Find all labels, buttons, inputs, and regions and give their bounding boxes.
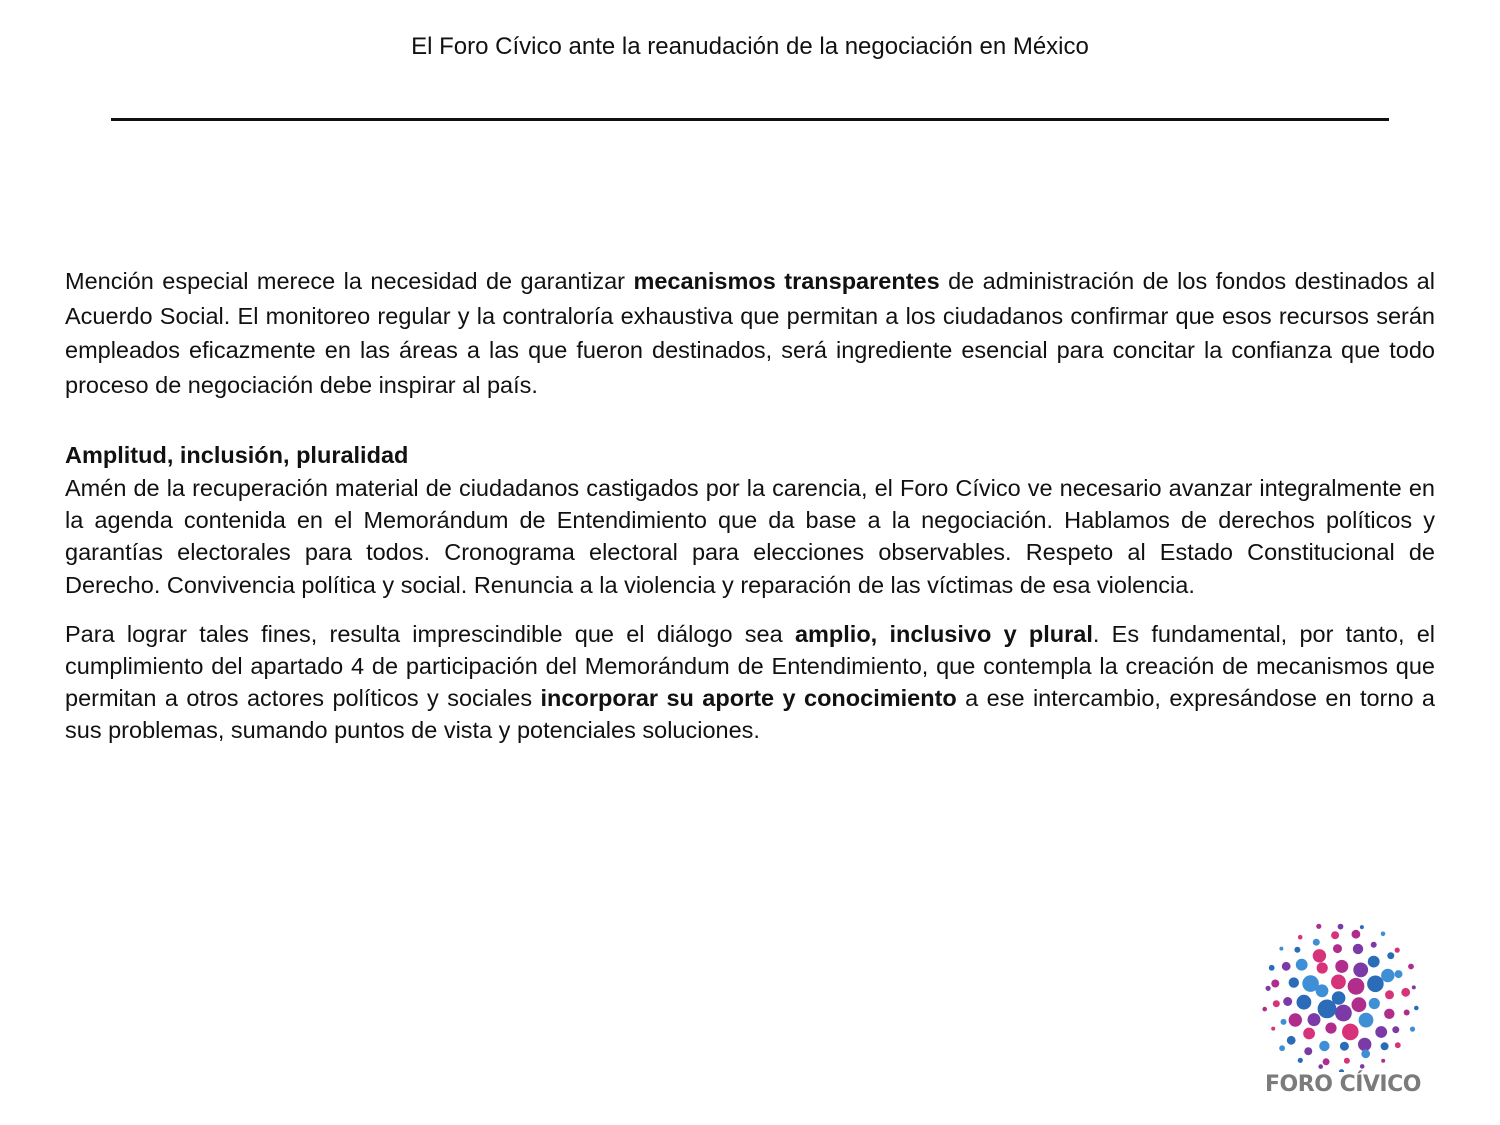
logo-dot [1313,939,1320,946]
logo-dot [1352,930,1361,939]
logo-dot [1414,1006,1419,1011]
logo-dot [1296,959,1308,971]
logo-dot [1381,1059,1385,1063]
dot-cluster-logo-icon [1258,922,1428,1072]
logo-dot [1273,1000,1280,1007]
logo-dot [1308,1013,1321,1026]
logo-dot [1401,988,1410,997]
paragraph-dialogue [65,618,1435,747]
paragraph-agenda: Amén de la recuperación material de ciudadanos castigados por la carencia, el Foro Cívico ve necesario avanzar integralmente en la agenda contenida en el Memorándum de Entendimiento que da base a la negociación. Hablamos de derechos políticos y garantías electorales para todos. Cronograma electoral para elecciones observables. Respeto al Estado Constitucional de Derecho. Convivencia política y social. Renuncia a la violencia y reparación de las víctimas de esa violencia. [65,475,1435,598]
logo-dot [1395,970,1403,978]
logo-dot [1353,963,1368,978]
logo-dot [1262,1007,1267,1012]
paragraph-text: . Es fundamental, por tanto, el cumplimiento del apartado 4 de participación del Memorándum de Entendimiento, que contempla la creación de mecanismos que permitan a otros actores políticos y sociales [65,620,1436,712]
paragraph-text: de administración de los fondos destinados al Acuerdo Social. El monitoreo regular y la contraloría exhaustiva que permitan a los ciudadanos confirmar que esos recursos serán empleados eficazmente en las áreas a las que fueron destinados, será ingrediente esencial para concitar la confianza que todo proceso de negociación debe inspirar al país. [65,268,1435,398]
logo-dot [1318,1064,1323,1069]
logo-dot [1360,1064,1365,1069]
logo-dot [1395,948,1400,953]
logo-dot [1325,1023,1336,1034]
logo-dot [1316,924,1321,929]
logo-dot [1287,1036,1296,1045]
logo-dot [1294,947,1300,953]
logo-dot [1348,978,1365,995]
paragraph-text: a ese intercambio, expresándose en torno a sus problemas, sumando puntos de vista y potenciales soluciones. [65,685,1435,744]
logo-dot [1360,925,1364,929]
logo-dot [1408,964,1414,970]
logo-dot [1331,931,1339,939]
logo-dot [1298,935,1303,940]
logo-dot [1338,924,1344,930]
logo-dot [1269,965,1275,971]
logo-dot [1279,1045,1285,1051]
logo-dot [1333,944,1342,953]
bold-phrase: incorporar su aporte y conocimiento [540,685,957,712]
logo-dot [1298,1058,1303,1063]
logo-dot [1283,997,1292,1006]
logo-dot [1331,975,1346,990]
logo-dot [1395,1042,1401,1048]
logo-dot [1271,980,1279,988]
bold-phrase: amplio, inclusivo y plural [794,620,1093,647]
logo-dot [1384,1009,1394,1019]
paragraph-transparency [65,264,1435,402]
logo-dot [1375,1026,1387,1038]
logo-dot [1412,985,1416,989]
logo-dot [1335,960,1348,973]
logo-dot [1367,976,1384,993]
logo-dot [1381,932,1386,937]
logo-dot [1313,949,1326,962]
logo-dot [1385,990,1394,999]
section-heading: Amplitud, inclusión, pluralidad [65,442,409,468]
logo-dot [1358,1038,1371,1051]
logo-dot [1281,1019,1287,1025]
logo-dot [1323,1058,1330,1065]
logo-dot [1368,956,1380,968]
logo-dot [1344,1058,1350,1064]
logo-dot [1369,998,1380,1009]
logo-dot [1404,1010,1410,1016]
logo-dot [1342,1024,1359,1041]
bold-phrase: mecanismos transparentes [633,268,940,294]
logo-dot [1304,1047,1312,1055]
logo-dot [1297,995,1312,1010]
logo-dot [1361,1049,1370,1058]
logo-dot [1271,1027,1275,1031]
document-body [65,264,1435,747]
logo-dot [1319,1041,1329,1051]
logo-dot [1266,986,1271,991]
logo-dot [1387,952,1394,959]
document-title: El Foro Cívico ante la reanudación de la negociación en México [411,33,1089,60]
paragraph-text: Para lograr tales fines, resulta imprescindible que el diálogo sea [65,620,795,647]
logo-dot [1317,962,1328,973]
logo-dot [1392,1026,1399,1033]
logo-dot [1282,962,1291,971]
logo-dot [1302,975,1319,992]
logo-dot [1371,942,1377,948]
logo-dot [1340,1042,1349,1051]
logo-dot [1381,1042,1389,1050]
logo-dot [1359,1013,1374,1028]
logo-dot [1335,1005,1352,1022]
foro-civico-logo [1258,922,1428,1107]
paragraph-text: Mención especial merece la necesidad de garantizar [65,268,634,294]
logo-dot [1303,1028,1315,1040]
logo-dot [1410,1027,1415,1032]
logo-dot [1352,997,1367,1012]
logo-wordmark: FORO CÍVICO [1265,1072,1421,1097]
header-divider [111,118,1389,121]
logo-dot [1353,944,1363,954]
logo-dot [1289,977,1299,987]
logo-dot [1381,969,1394,982]
logo-dot [1279,947,1283,951]
logo-dot [1289,1013,1302,1026]
logo-dot [1318,1000,1337,1019]
